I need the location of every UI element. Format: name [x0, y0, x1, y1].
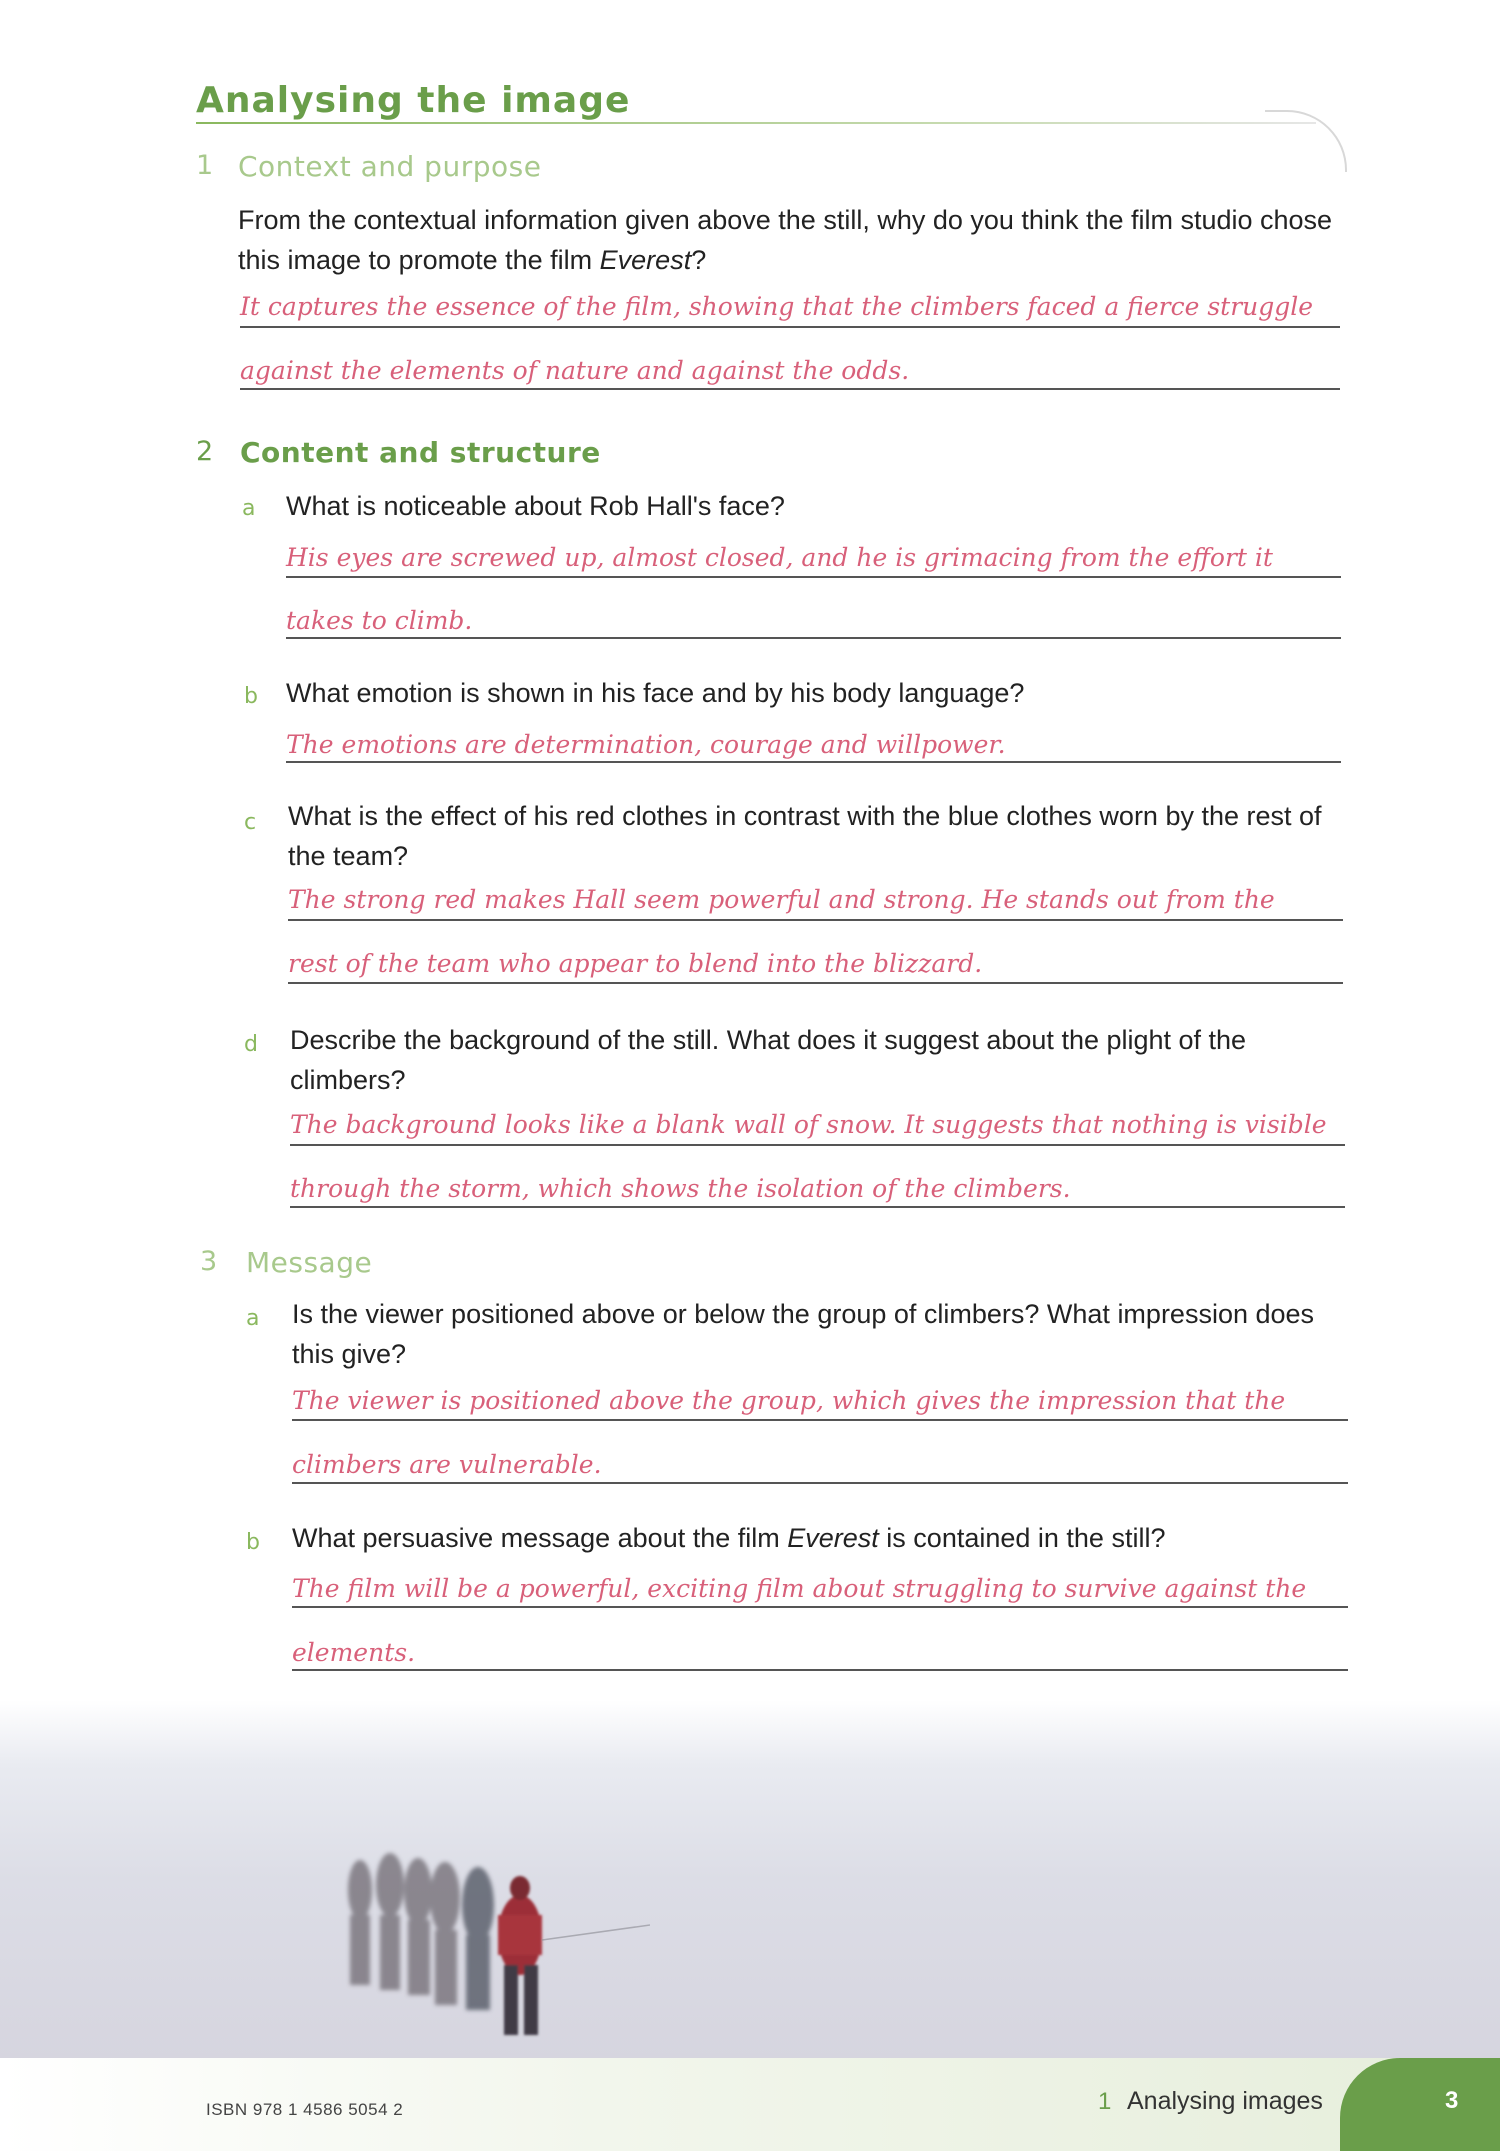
section-1-answer-line-1: It captures the essence of the film, showing that the climbers faced a fierce struggle [240, 292, 1314, 321]
answer-rule [240, 326, 1340, 328]
section-2-number: 2 [196, 436, 214, 467]
climbers-illustration [330, 1820, 650, 2040]
item-2b-question: What emotion is shown in his face and by his body language? [286, 678, 1025, 708]
item-2a-answer-line-1: His eyes are screwed up, almost closed, and he is grimacing from the effort it [286, 543, 1273, 572]
section-3-number: 3 [200, 1246, 218, 1277]
answer-rule [288, 919, 1343, 921]
answer-rule [292, 1419, 1348, 1421]
item-2c-answer-line-1: The strong red makes Hall seem powerful and strong. He stands out from the [288, 885, 1275, 914]
item-3a-answer-line-2: climbers are vulnerable. [292, 1450, 602, 1479]
section-3-heading: Message [246, 1246, 373, 1279]
section-2-heading: Content and structure [240, 436, 601, 469]
item-3b-question: What persuasive message about the film Everest is contained in the still? [292, 1523, 1166, 1553]
section-1-answer-line-2: against the elements of nature and against the odds. [240, 356, 910, 385]
section-1-question: From the contextual information given above the still, why do you think the film studio chose this image to promote the film Everest? [238, 205, 1333, 275]
item-2a-letter: a [242, 496, 256, 521]
page-number: 3 [1445, 2087, 1459, 2114]
item-2a-question: What is noticeable about Rob Hall's face? [286, 491, 785, 521]
chapter-title: Analysing images [1127, 2087, 1323, 2115]
answer-rule [290, 1206, 1345, 1208]
answer-rule [292, 1606, 1348, 1608]
isbn: ISBN 978 1 4586 5054 2 [206, 2100, 404, 2119]
page-title: Analysing the image [196, 80, 631, 121]
answer-rule [286, 637, 1341, 639]
item-2c-answer-line-2: rest of the team who appear to blend into the blizzard. [288, 949, 983, 978]
answer-rule [288, 982, 1343, 984]
answer-rule [286, 761, 1341, 763]
item-2d-answer-line-1: The background looks like a blank wall of snow. It suggests that nothing is visible [290, 1110, 1327, 1139]
item-2b-answer-line-1: The emotions are determination, courage and willpower. [286, 730, 1006, 759]
item-2a-answer-line-2: takes to climb. [286, 606, 473, 635]
item-2d-question: Describe the background of the still. What does it suggest about the plight of the climbers? [290, 1025, 1247, 1095]
section-1-heading: Context and purpose [238, 150, 542, 183]
title-underline [196, 122, 1316, 124]
title-corner-curve [1265, 110, 1347, 172]
answer-rule [240, 388, 1340, 390]
item-3b-answer-line-2: elements. [292, 1638, 416, 1667]
chapter-number: 1 [1098, 2088, 1112, 2115]
answer-rule [292, 1669, 1348, 1671]
item-3b-answer-line-1: The film will be a powerful, exciting film about struggling to survive against the [292, 1574, 1307, 1603]
item-3a-question: Is the viewer positioned above or below the group of climbers? What impression does this give? [292, 1299, 1315, 1369]
page-number-tab [1340, 2058, 1500, 2151]
item-2d-letter: d [244, 1032, 258, 1057]
item-2b-letter: b [244, 684, 258, 709]
item-3b-letter: b [246, 1530, 260, 1555]
item-2d-answer-line-2: through the storm, which shows the isolation of the climbers. [290, 1174, 1071, 1203]
answer-rule [286, 576, 1341, 578]
answer-rule [290, 1144, 1345, 1146]
item-2c-letter: c [244, 810, 257, 835]
answer-rule [292, 1482, 1348, 1484]
item-3a-letter: a [246, 1306, 260, 1331]
item-2c-question: What is the effect of his red clothes in contrast with the blue clothes worn by the rest of the team? [288, 801, 1322, 871]
film-still-image [0, 1700, 1500, 2060]
section-1-number: 1 [196, 150, 214, 181]
item-3a-answer-line-1: The viewer is positioned above the group, which gives the impression that the [292, 1386, 1286, 1415]
